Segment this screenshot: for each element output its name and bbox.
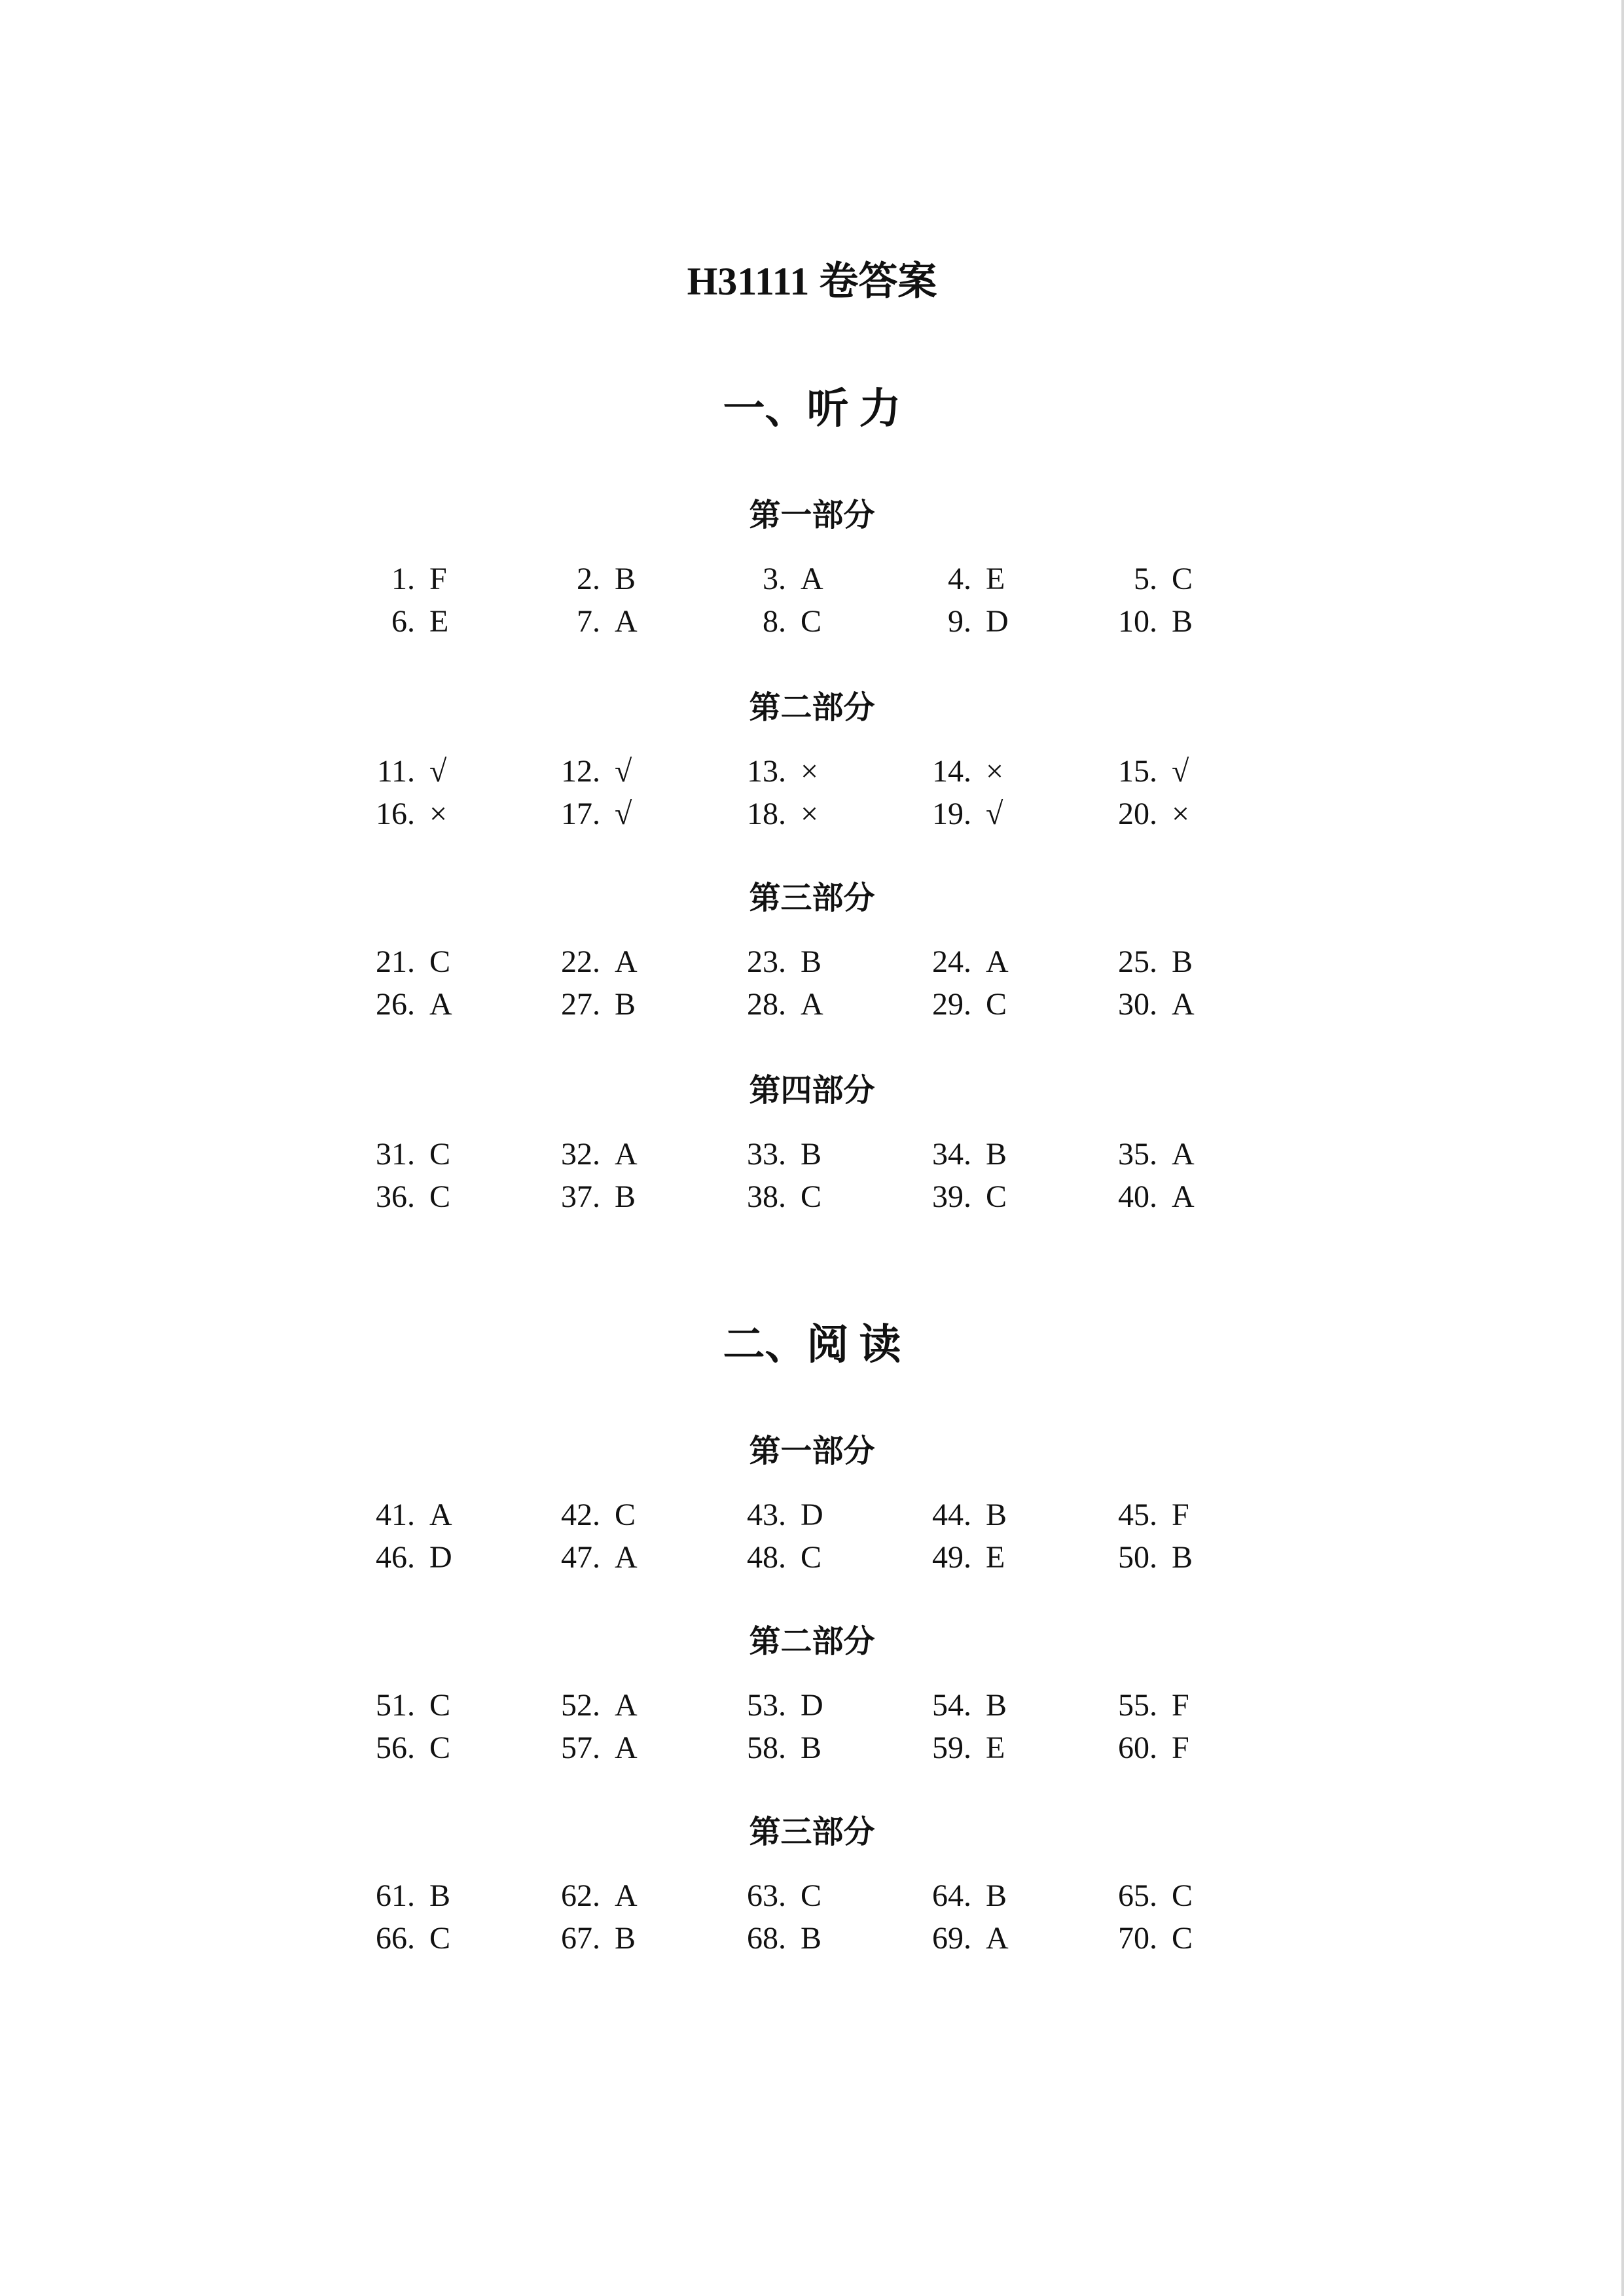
question-number: 54. <box>932 1688 971 1723</box>
answer-item <box>1118 1174 1263 1220</box>
answer-item <box>948 556 1077 602</box>
answer-item <box>391 599 521 645</box>
answer-item <box>561 1174 706 1220</box>
answer-item <box>376 1492 521 1538</box>
answer-row <box>0 1132 1624 1177</box>
answer-value: B <box>615 1921 636 1956</box>
question-number: 1. <box>391 562 415 596</box>
question-number: 50. <box>1118 1540 1157 1575</box>
answer-item <box>561 1873 706 1919</box>
answer-value: A <box>986 1921 1009 1956</box>
answer-value: √ <box>429 754 447 789</box>
answer-item <box>763 556 892 602</box>
question-number: 23. <box>747 944 786 979</box>
question-number: 26. <box>376 987 415 1022</box>
answer-value: C <box>986 1179 1007 1214</box>
question-number: 46. <box>376 1540 415 1575</box>
question-number: 11. <box>376 754 415 789</box>
question-number: 61. <box>376 1878 415 1913</box>
answer-item <box>1118 982 1263 1028</box>
answer-item <box>1118 791 1263 837</box>
answer-value: C <box>801 1179 822 1214</box>
question-number: 45. <box>1118 1498 1157 1532</box>
answer-item <box>747 1492 892 1538</box>
answer-value: D <box>801 1688 823 1723</box>
answer-item <box>1118 1535 1263 1581</box>
answer-value: A <box>429 1498 452 1532</box>
answer-value: F <box>429 562 447 596</box>
part-heading: 第三部分 <box>749 1815 875 1850</box>
question-number: 4. <box>948 562 971 596</box>
answer-item <box>1118 1132 1263 1177</box>
answer-item <box>1118 599 1263 645</box>
answer-item <box>747 1916 892 1962</box>
answer-value: C <box>429 1137 451 1172</box>
question-number: 49. <box>932 1540 971 1575</box>
answer-value: F <box>1172 1498 1189 1532</box>
question-number: 7. <box>577 604 600 639</box>
section-heading-reading: 二、阅 读 <box>723 1321 901 1368</box>
answer-value: E <box>986 562 1005 596</box>
answer-value: A <box>615 1878 638 1913</box>
answer-item <box>376 1916 521 1962</box>
question-number: 63. <box>747 1878 786 1913</box>
answer-value: × <box>986 754 1004 789</box>
answer-item <box>747 791 892 837</box>
answer-value: × <box>801 754 819 789</box>
part-heading: 第二部分 <box>749 691 875 725</box>
answer-value: A <box>1172 987 1195 1022</box>
question-number: 28. <box>747 987 786 1022</box>
answer-item <box>747 749 892 795</box>
answer-value: √ <box>986 797 1003 831</box>
question-number: 41. <box>376 1498 415 1532</box>
question-number: 58. <box>747 1731 786 1765</box>
answer-item <box>932 982 1077 1028</box>
answer-item <box>376 791 521 837</box>
question-number: 48. <box>747 1540 786 1575</box>
answer-value: E <box>986 1731 1005 1765</box>
question-number: 39. <box>932 1179 971 1214</box>
answer-item <box>561 1725 706 1771</box>
question-number: 21. <box>376 944 415 979</box>
answer-value: × <box>1172 797 1190 831</box>
answer-value: A <box>615 604 638 639</box>
answer-item <box>932 749 1077 795</box>
answer-value: √ <box>615 754 632 789</box>
answer-item <box>376 1725 521 1771</box>
part-heading: 第四部分 <box>749 1073 875 1108</box>
answer-value: C <box>429 1921 451 1956</box>
question-number: 16. <box>376 797 415 831</box>
question-number: 29. <box>932 987 971 1022</box>
question-number: 52. <box>561 1688 600 1723</box>
answer-item <box>561 1683 706 1729</box>
answer-item <box>1118 1683 1263 1729</box>
answer-value: A <box>615 1688 638 1723</box>
answer-value: B <box>986 1688 1007 1723</box>
answer-item <box>561 1916 706 1962</box>
answer-row <box>0 1174 1624 1220</box>
question-number: 60. <box>1118 1731 1157 1765</box>
question-number: 44. <box>932 1498 971 1532</box>
answer-row <box>0 791 1624 837</box>
part-heading: 第三部分 <box>749 881 875 916</box>
answer-row <box>0 1535 1624 1581</box>
question-number: 37. <box>561 1179 600 1214</box>
question-number: 47. <box>561 1540 600 1575</box>
answer-item <box>391 556 521 602</box>
answer-item <box>932 791 1077 837</box>
answer-value: C <box>1172 562 1193 596</box>
question-number: 33. <box>747 1137 786 1172</box>
answer-value: √ <box>1172 754 1189 789</box>
answer-value: A <box>429 987 452 1022</box>
answer-item <box>376 1683 521 1729</box>
answer-value: B <box>1172 944 1193 979</box>
question-number: 24. <box>932 944 971 979</box>
question-number: 57. <box>561 1731 600 1765</box>
answer-value: A <box>1172 1137 1195 1172</box>
answer-value: D <box>429 1540 452 1575</box>
answer-row <box>0 1492 1624 1538</box>
answer-value: B <box>801 944 822 979</box>
question-number: 62. <box>561 1878 600 1913</box>
answer-item <box>561 1132 706 1177</box>
answer-item <box>561 1535 706 1581</box>
answer-row <box>0 749 1624 795</box>
question-number: 59. <box>932 1731 971 1765</box>
document-title: H31111 卷答案 <box>687 260 937 303</box>
part-heading: 第一部分 <box>749 1434 875 1469</box>
answer-item <box>376 1873 521 1919</box>
answer-item <box>932 1132 1077 1177</box>
question-number: 12. <box>561 754 600 789</box>
answer-value: B <box>1172 604 1193 639</box>
answer-item <box>932 1683 1077 1729</box>
answer-item <box>1118 749 1263 795</box>
question-number: 25. <box>1118 944 1157 979</box>
answer-item <box>747 1873 892 1919</box>
question-number: 55. <box>1118 1688 1157 1723</box>
answer-item <box>376 982 521 1028</box>
question-number: 64. <box>932 1878 971 1913</box>
answer-value: B <box>801 1137 822 1172</box>
question-number: 8. <box>763 604 786 639</box>
answer-value: C <box>1172 1921 1193 1956</box>
answer-value: F <box>1172 1688 1189 1723</box>
answer-value: B <box>801 1731 822 1765</box>
answer-item <box>561 939 706 985</box>
answer-item <box>747 1683 892 1729</box>
answer-row <box>0 939 1624 985</box>
question-number: 38. <box>747 1179 786 1214</box>
question-number: 34. <box>932 1137 971 1172</box>
answer-item <box>1118 1725 1263 1771</box>
answer-value: A <box>615 1540 638 1575</box>
answer-item <box>932 1492 1077 1538</box>
answer-value: A <box>986 944 1009 979</box>
question-number: 5. <box>1134 562 1157 596</box>
answer-value: C <box>429 1688 451 1723</box>
answer-item <box>376 1132 521 1177</box>
answer-item <box>1118 1916 1263 1962</box>
answer-item <box>561 749 706 795</box>
question-number: 3. <box>763 562 786 596</box>
answer-value: E <box>986 1540 1005 1575</box>
answer-item <box>1118 1492 1263 1538</box>
answer-item <box>932 939 1077 985</box>
answer-value: C <box>801 1540 822 1575</box>
answer-value: B <box>615 1179 636 1214</box>
question-number: 22. <box>561 944 600 979</box>
answer-value: × <box>429 797 448 831</box>
answer-item <box>1118 1873 1263 1919</box>
part-heading: 第一部分 <box>749 498 875 533</box>
question-number: 69. <box>932 1921 971 1956</box>
answer-item <box>932 1916 1077 1962</box>
answer-row <box>0 982 1624 1028</box>
answer-value: D <box>801 1498 823 1532</box>
answer-item <box>1134 556 1263 602</box>
question-number: 67. <box>561 1921 600 1956</box>
question-number: 17. <box>561 797 600 831</box>
question-number: 19. <box>932 797 971 831</box>
answer-item <box>561 982 706 1028</box>
answer-item <box>747 1132 892 1177</box>
answer-item <box>561 791 706 837</box>
question-number: 15. <box>1118 754 1157 789</box>
answer-value: B <box>986 1137 1007 1172</box>
question-number: 51. <box>376 1688 415 1723</box>
question-number: 2. <box>577 562 600 596</box>
answer-value: A <box>615 944 638 979</box>
question-number: 66. <box>376 1921 415 1956</box>
answer-value: F <box>1172 1731 1189 1765</box>
answer-item <box>376 1535 521 1581</box>
answer-row <box>0 599 1624 645</box>
answer-item <box>561 1492 706 1538</box>
answer-item <box>376 939 521 985</box>
answer-value: B <box>615 562 636 596</box>
question-number: 18. <box>747 797 786 831</box>
answer-item <box>932 1174 1077 1220</box>
answer-value: A <box>615 1731 638 1765</box>
question-number: 56. <box>376 1731 415 1765</box>
answer-value: D <box>986 604 1009 639</box>
question-number: 14. <box>932 754 971 789</box>
answer-row <box>0 1916 1624 1962</box>
answer-value: A <box>801 987 823 1022</box>
question-number: 20. <box>1118 797 1157 831</box>
answer-item <box>932 1873 1077 1919</box>
question-number: 43. <box>747 1498 786 1532</box>
answer-value: A <box>1172 1179 1195 1214</box>
answer-value: C <box>429 1179 451 1214</box>
answer-value: C <box>801 604 822 639</box>
answer-value: × <box>801 797 819 831</box>
question-number: 6. <box>391 604 415 639</box>
answer-item <box>948 599 1077 645</box>
answer-item <box>747 939 892 985</box>
answer-value: √ <box>615 797 632 831</box>
question-number: 36. <box>376 1179 415 1214</box>
question-number: 30. <box>1118 987 1157 1022</box>
answer-item <box>1118 939 1263 985</box>
question-number: 32. <box>561 1137 600 1172</box>
answer-item <box>577 599 706 645</box>
answer-value: C <box>1172 1878 1193 1913</box>
answer-row <box>0 1683 1624 1729</box>
answer-value: B <box>429 1878 451 1913</box>
question-number: 42. <box>561 1498 600 1532</box>
question-number: 40. <box>1118 1179 1157 1214</box>
answer-item <box>747 1174 892 1220</box>
answer-value: C <box>429 1731 451 1765</box>
question-number: 35. <box>1118 1137 1157 1172</box>
answer-item <box>747 1535 892 1581</box>
answer-value: E <box>429 604 449 639</box>
answer-item <box>577 556 706 602</box>
answer-value: B <box>801 1921 822 1956</box>
answer-value: C <box>986 987 1007 1022</box>
answer-row <box>0 556 1624 602</box>
question-number: 27. <box>561 987 600 1022</box>
answer-value: B <box>986 1498 1007 1532</box>
answer-item <box>932 1535 1077 1581</box>
question-number: 53. <box>747 1688 786 1723</box>
answer-value: B <box>615 987 636 1022</box>
answer-value: C <box>615 1498 636 1532</box>
answer-item <box>376 749 521 795</box>
answer-item <box>763 599 892 645</box>
answer-value: A <box>615 1137 638 1172</box>
question-number: 10. <box>1118 604 1157 639</box>
answer-value: C <box>801 1878 822 1913</box>
answer-row <box>0 1725 1624 1771</box>
answer-value: B <box>1172 1540 1193 1575</box>
answer-item <box>376 1174 521 1220</box>
answer-item <box>747 1725 892 1771</box>
answer-item <box>747 982 892 1028</box>
answer-value: B <box>986 1878 1007 1913</box>
answer-value: A <box>801 562 823 596</box>
question-number: 70. <box>1118 1921 1157 1956</box>
part-heading: 第二部分 <box>749 1624 875 1659</box>
question-number: 31. <box>376 1137 415 1172</box>
answer-row <box>0 1873 1624 1919</box>
answer-item <box>932 1725 1077 1771</box>
question-number: 13. <box>747 754 786 789</box>
question-number: 65. <box>1118 1878 1157 1913</box>
section-heading-listening: 一、听 力 <box>723 386 901 432</box>
answer-value: C <box>429 944 451 979</box>
question-number: 68. <box>747 1921 786 1956</box>
question-number: 9. <box>948 604 971 639</box>
